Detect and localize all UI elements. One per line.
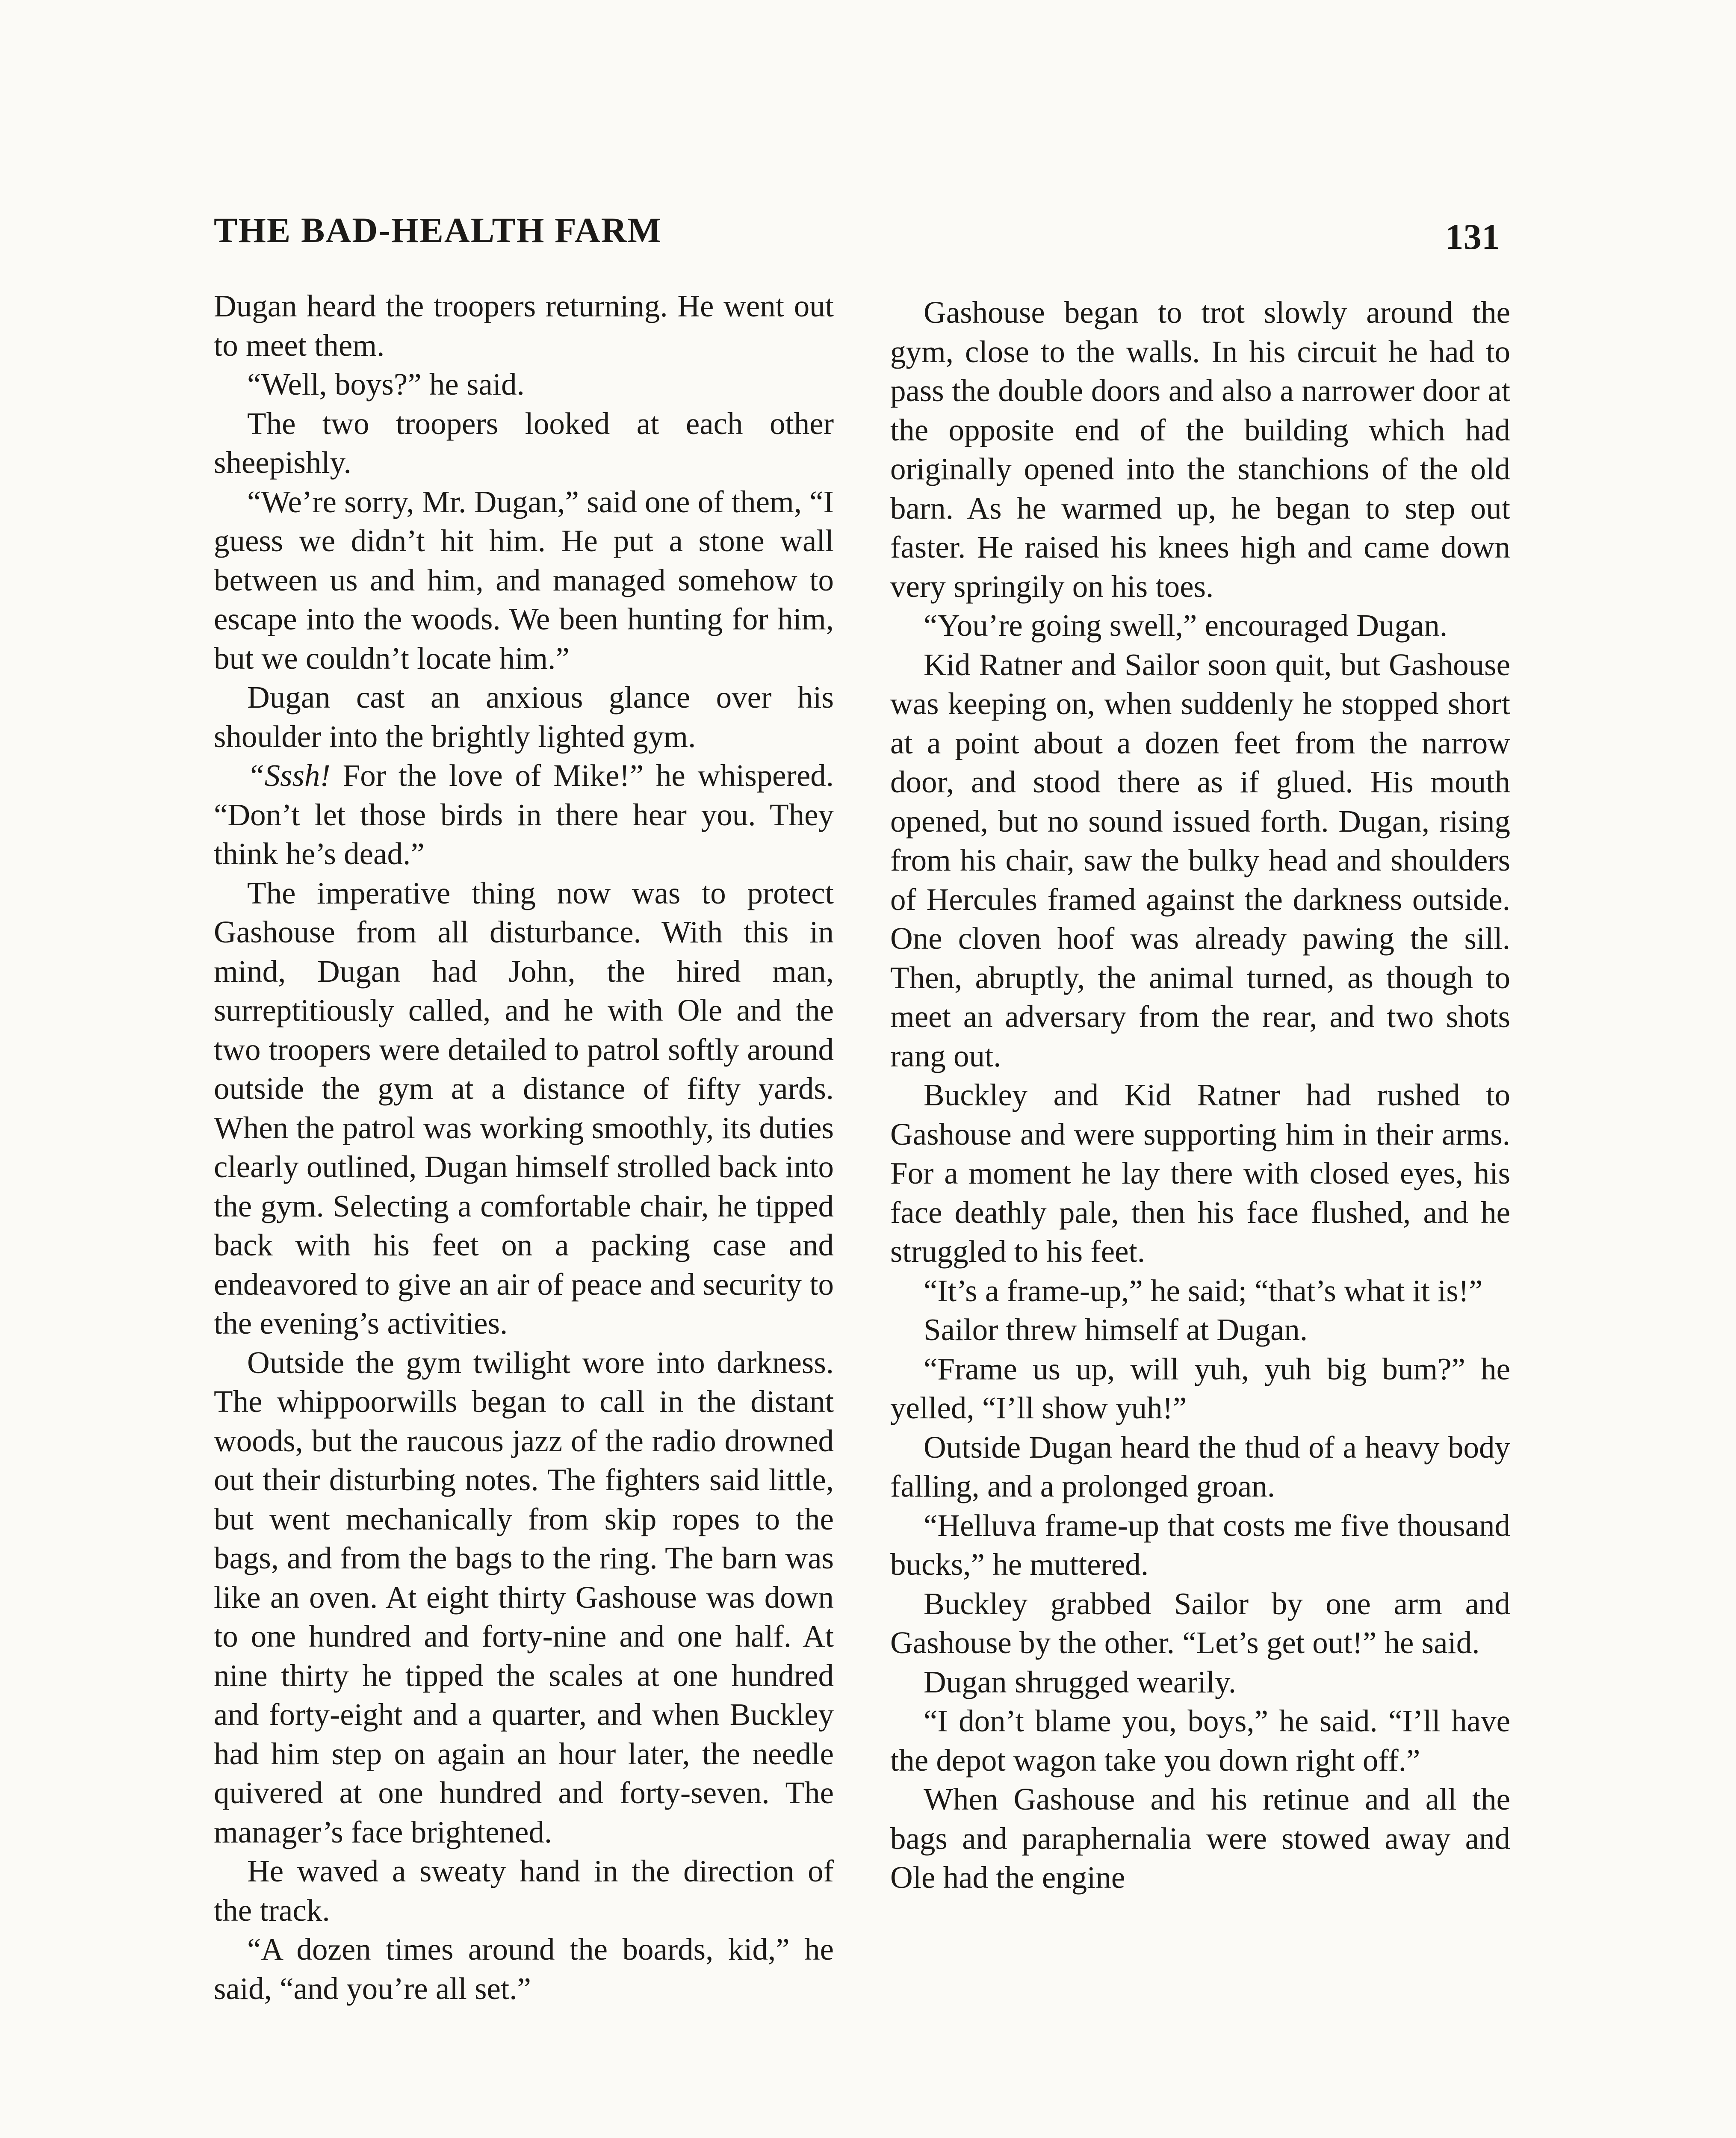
- paragraph: Dugan heard the troopers returning. He went out to meet them.: [214, 289, 834, 363]
- running-title: THE BAD-HEALTH FARM: [214, 210, 662, 250]
- paragraph: “A dozen times around the boards, kid,” he said, “and you’re all set.”: [214, 1932, 834, 2006]
- paragraph: Outside the gym twilight wore into darkness. The whippoorwills began to call in the distant woods, but the raucous jazz of the radio drowned out their disturbing notes. The fighters said little, but went mechanically from skip ropes to the bags, and from the bags to the ring. The barn was like an oven. At eight thirty Gashouse was down to one hundred and forty-nine and one half. At nine thirty he tipped the scales at one hundred and forty-eight and a quarter, and when Buckley had him step on again an hour later, the needle quivered at one hundred and forty-seven. The manager’s face brightened.: [214, 1345, 834, 1849]
- paragraph: He waved a sweaty hand in the direction of the track.: [214, 1854, 834, 1928]
- paragraph: “You’re going swell,” encouraged Dugan.: [924, 608, 1448, 643]
- paragraph: Dugan shrugged wearily.: [924, 1664, 1237, 1699]
- left-column: [214, 286, 834, 2008]
- paragraph: “We’re sorry, Mr. Dugan,” said one of them, “I guess we didn’t hit him. He put a stone wall between us and him, and managed somehow to escape into the woods. We been hunting for him, but we couldn’t locate him.”: [214, 484, 834, 676]
- page-number: 131: [1445, 217, 1500, 257]
- paragraph: “It’s a frame-up,” he said; “that’s what it is!”: [924, 1273, 1483, 1308]
- paragraph: Buckley grabbed Sailor by one arm and Gashouse by the other. “Let’s get out!” he said.: [890, 1586, 1510, 1660]
- paragraph: Gashouse began to trot slowly around the gym, close to the walls. In his circuit he had to pass the double doors and also a narrower door at the opposite end of the building which had originally opened into the stanchions of the old barn. As he warmed up, he began to step out faster. He raised his knees high and came down very springily on his toes.: [890, 295, 1510, 604]
- paragraph: [214, 756, 834, 874]
- paragraph: Outside Dugan heard the thud of a heavy body falling, and a prolonged groan.: [890, 1429, 1510, 1503]
- paragraph-text: For the love of Mike!” he whispered. “Don’t let those birds in there hear you. They think he’s dead.”: [214, 758, 834, 871]
- paragraph: The imperative thing now was to protect Gashouse from all disturbance. With this in mind, Dugan had John, the hired man, surreptitiously called, and he with Ole and the two troopers were detailed to patrol softly around outside the gym at a distance of fifty yards. When the patrol was working smoothly, its duties clearly outlined, Dugan himself strolled back into the gym. Selecting a comfortable chair, he tipped back with his feet on a packing case and endeavored to give an air of peace and security to the evening’s activities.: [214, 875, 834, 1341]
- italic-exclamation: “Sssh!: [247, 758, 331, 793]
- paragraph: When Gashouse and his retinue and all the bags and paraphernalia were stowed away and Ole had the engine: [890, 1782, 1510, 1895]
- paragraph: Buckley and Kid Ratner had rushed to Gashouse and were supporting him in their arms. For a moment he lay there with closed eyes, his face deathly pale, then his face flushed, and he struggled to his feet.: [890, 1078, 1510, 1269]
- paragraph: Sailor threw himself at Dugan.: [924, 1312, 1308, 1347]
- right-column: [890, 293, 1510, 1897]
- paragraph: Kid Ratner and Sailor soon quit, but Gashouse was keeping on, when suddenly he stopped short at a point about a dozen feet from the narrow door, and stood there as if glued. His mouth opened, but no sound issued forth. Dugan, rising from his chair, saw the bulky head and shoulders of Hercules framed against the darkness outside. One cloven hoof was already pawing the sill. Then, abruptly, the animal turned, as though to meet an adversary from the rear, and two shots rang out.: [890, 647, 1510, 1073]
- paragraph: “Well, boys?” he said.: [247, 367, 525, 402]
- paragraph: “Frame us up, will yuh, yuh big bum?” he yelled, “I’ll show yuh!”: [890, 1351, 1510, 1425]
- paragraph: “Helluva frame-up that costs me five thousand bucks,” he muttered.: [890, 1508, 1510, 1582]
- paragraph: Dugan cast an anxious glance over his shoulder into the brightly lighted gym.: [214, 680, 834, 754]
- paragraph: The two troopers looked at each other sheepishly.: [214, 406, 834, 480]
- paragraph: “I don’t blame you, boys,” he said. “I’ll have the depot wagon take you down right off.”: [890, 1704, 1510, 1778]
